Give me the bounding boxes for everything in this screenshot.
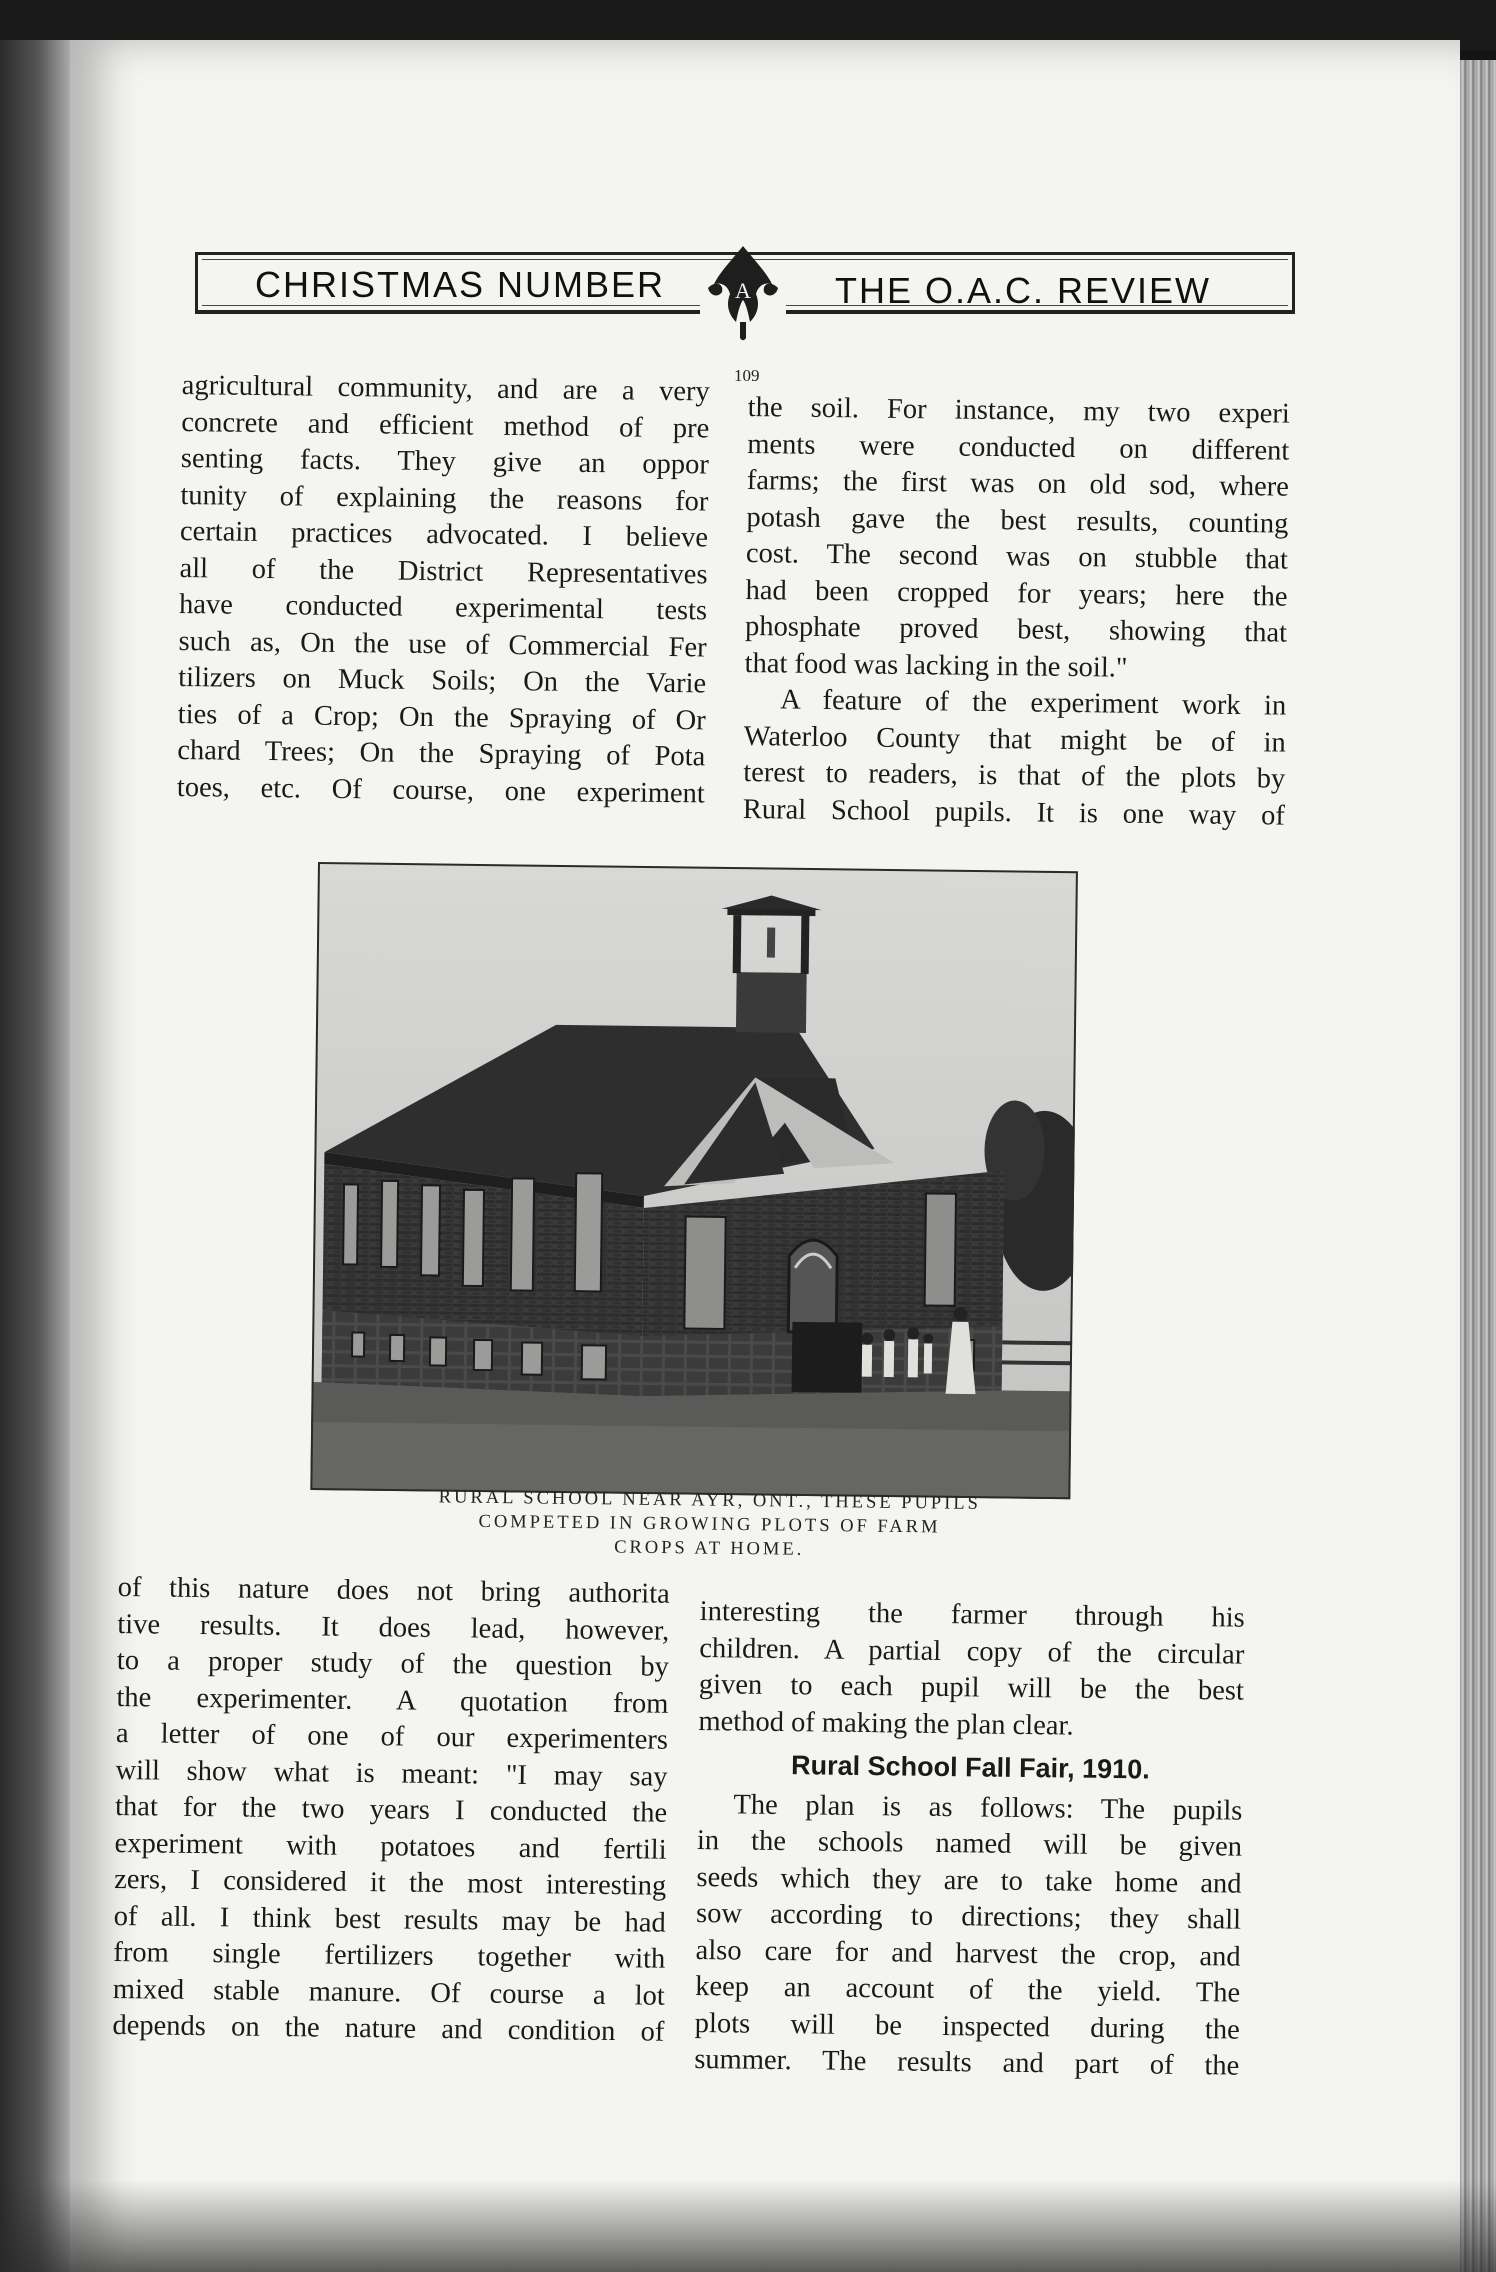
- text-line: plots will be inspected during the: [694, 2007, 1240, 2046]
- text-line: zers, I considered it the most interesting: [114, 1863, 667, 1902]
- text-line: experiment with potatoes and fertili: [114, 1827, 667, 1866]
- text-column-top-left: [177, 368, 710, 812]
- text-line: that for the two years I conducted the: [114, 1790, 668, 1829]
- text-line: potash gave the best results, counting: [746, 501, 1289, 540]
- text-line: The plan is as follows: The pupils: [733, 1788, 1243, 1827]
- text-line: given to each pupil will be the best: [698, 1668, 1245, 1707]
- text-line: tive results. It does lead, however,: [117, 1608, 670, 1647]
- running-header: [195, 248, 1295, 348]
- text-line: a letter of one of our experimenters: [115, 1717, 669, 1756]
- ornamental-monogram-icon: [700, 242, 786, 342]
- text-line: also care for and harvest the crop, and: [695, 1934, 1241, 1973]
- section-heading: Rural School Fall Fair, 1910.: [790, 1750, 1150, 1785]
- text-line: the experimenter. A quotation from: [116, 1681, 669, 1720]
- text-line: to a proper study of the question by: [116, 1644, 670, 1683]
- text-line: cost. The second was on stubble that: [745, 537, 1289, 576]
- text-line: the soil. For instance, my two experi: [747, 391, 1290, 430]
- caption-line: RURAL SCHOOL NEAR AYR, ONT., THESE PUPILS: [438, 1487, 982, 1514]
- text-line: toes, etc. Of course, one experiment: [176, 771, 706, 809]
- text-line: certain practices advocated. I believe: [179, 515, 709, 554]
- text-line: mixed stable manure. Of course a lot: [112, 1973, 666, 2012]
- text-line: phosphate proved best, showing that: [744, 610, 1288, 649]
- text-line: keep an account of the yield. The: [695, 1970, 1241, 2009]
- caption-line: CROPS AT HOME.: [614, 1537, 805, 1560]
- header-right-title: THE O.A.C. REVIEW: [835, 270, 1212, 311]
- text-line: terest to readers, is that of the plots by: [743, 756, 1286, 795]
- text-line: senting facts. They give an oppor: [180, 442, 710, 481]
- text-line: summer. The results and part of the: [694, 2043, 1240, 2082]
- scan-bottom-shadow: [0, 2180, 1496, 2272]
- text-line: that food was lacking in the soil.": [744, 647, 1128, 684]
- text-line: of this nature does not bring authorita: [117, 1571, 670, 1610]
- text-column-bottom-left: [112, 1570, 670, 2051]
- text-line: chard Trees; On the Spraying of Pota: [177, 734, 706, 773]
- text-line: tilizers on Muck Soils; On the Varie: [178, 661, 707, 700]
- text-line: of all. I think best results may be had: [113, 1900, 666, 1939]
- text-line: had been cropped for years; here the: [745, 574, 1288, 613]
- text-line: will show what is meant: "I may say: [115, 1754, 668, 1793]
- photo-caption: [329, 1484, 1090, 1565]
- text-line: children. A partial copy of the circular: [699, 1632, 1245, 1671]
- text-line: method of making the plan clear.: [698, 1705, 1074, 1742]
- text-line: A feature of the experiment work in: [780, 684, 1287, 722]
- text-line: ties of a Crop; On the Spraying of Or: [177, 698, 706, 736]
- text-line: tunity of explaining the reasons for: [180, 479, 709, 517]
- text-line: seeds which they are to take home and: [696, 1861, 1242, 1900]
- page-number: 109: [734, 366, 760, 385]
- text-line: such as, On the use of Commercial Fer: [178, 625, 707, 663]
- text-line: all of the District Representatives: [179, 552, 708, 590]
- text-line: ments were conducted on different: [747, 428, 1290, 467]
- text-line: Rural School pupils. It is one way of: [742, 793, 1286, 832]
- text-line: have conducted experimental tests: [178, 588, 708, 627]
- text-line: interesting the farmer through his: [699, 1595, 1245, 1634]
- text-column-bottom-right: [694, 1594, 1245, 2085]
- text-line: depends on the nature and condition of: [112, 2009, 665, 2048]
- school-photograph: [310, 862, 1078, 1499]
- text-line: Waterloo County that might be of in: [743, 720, 1286, 759]
- text-line: from single fertilizers together with: [113, 1936, 666, 1975]
- text-line: agricultural community, and are a very: [181, 369, 710, 408]
- header-left-title: CHRISTMAS NUMBER: [255, 264, 666, 305]
- text-column-top-right: [743, 390, 1290, 835]
- text-line: concrete and efficient method of pre: [181, 406, 710, 444]
- text-line: in the schools named will be given: [696, 1824, 1243, 1863]
- caption-line: COMPETED IN GROWING PLOTS OF FARM: [478, 1511, 941, 1538]
- text-line: farms; the first was on old sod, where: [746, 464, 1290, 503]
- svg-text:A: A: [735, 278, 751, 303]
- text-line: sow according to directions; they shall: [695, 1897, 1242, 1936]
